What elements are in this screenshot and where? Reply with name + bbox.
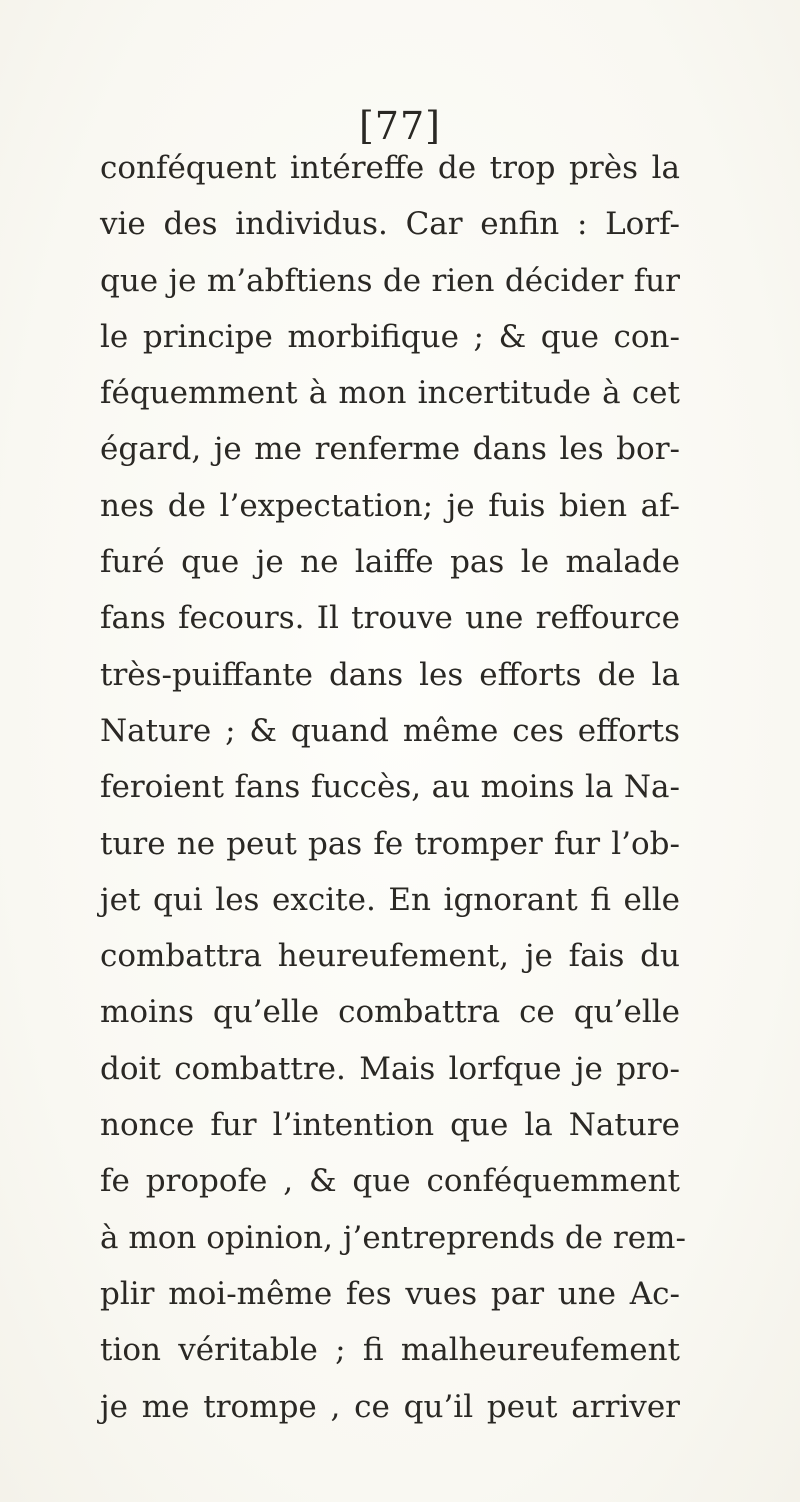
text-line: féquemment à mon incertitude à cet <box>100 375 680 412</box>
text-line: vie des individus. Car enfin : Lorf- <box>100 206 680 243</box>
text-line: doit combattre. Mais lorfque je pro- <box>100 1050 680 1087</box>
text-line: le principe morbifique ; & que con- <box>100 318 680 355</box>
text-line: ture ne peut pas fe tromper fur l’ob- <box>100 825 680 862</box>
page-number: [77] <box>358 104 441 148</box>
text-line: jet qui les excite. En ignorant fi elle <box>100 881 680 918</box>
body-text <box>100 140 686 1435</box>
text-line: furé que je ne laiffe pas le malade <box>100 544 680 581</box>
text-line: plir moi-même fes vues par une Ac- <box>100 1275 680 1312</box>
text-line: tion véritable ; fi malheureufement <box>100 1332 680 1369</box>
text-line: combattra heureufement, je fais du <box>100 938 680 975</box>
text-line: que je m’abftiens de rien décider fur <box>100 262 680 299</box>
text-line: conféquent intéreffe de trop près la <box>100 150 680 186</box>
text-line: très-puiffante dans les efforts de la <box>100 656 680 693</box>
text-line: fans fecours. Il trouve une reffource <box>100 600 680 637</box>
text-line: feroient fans fuccès, au moins la Na- <box>100 769 680 806</box>
text-line: nonce fur l’intention que la Nature <box>100 1107 680 1144</box>
text-line: égard, je me renferme dans les bor- <box>100 431 680 468</box>
text-line: Nature ; & quand même ces efforts <box>100 712 680 749</box>
text-line: moins qu’elle combattra ce qu’elle <box>100 994 680 1031</box>
text-line: nes de l’expectation; je fuis bien af- <box>100 487 680 524</box>
text-line: à mon opinion, j’entreprends de rem- <box>100 1219 686 1256</box>
text-line: je me trompe , ce qu’il peut arriver <box>100 1388 680 1425</box>
text-line: fe propofe , & que conféquemment <box>100 1163 680 1200</box>
